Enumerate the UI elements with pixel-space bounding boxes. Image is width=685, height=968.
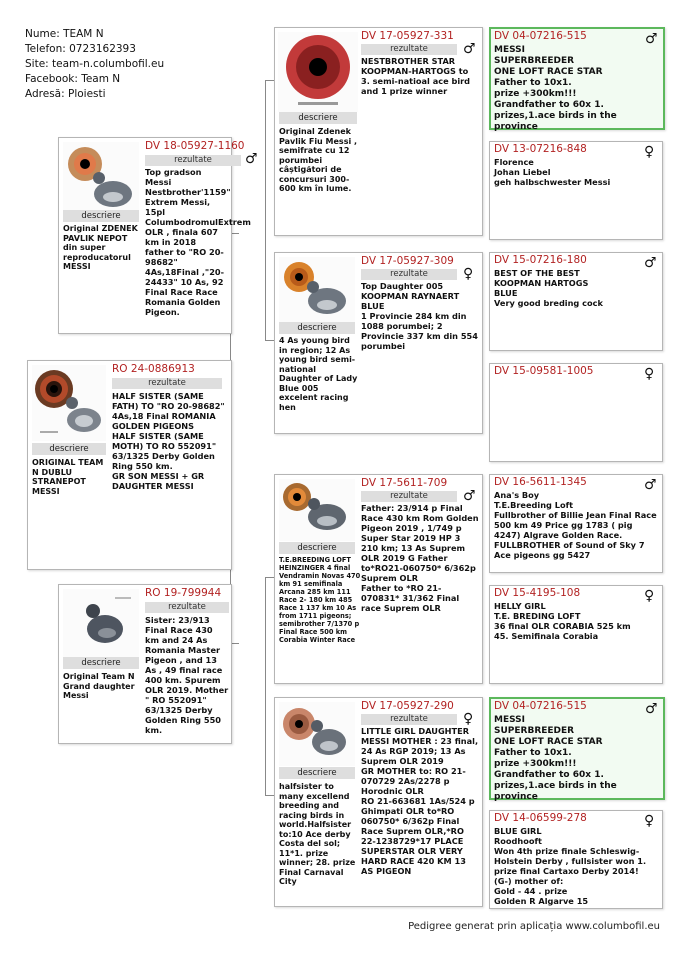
ancestor-card-8[interactable]	[489, 810, 663, 909]
rezultate-button[interactable]: rezultate	[361, 714, 457, 725]
descriere-button[interactable]: descriere	[63, 210, 139, 222]
pigeon-photo	[279, 479, 355, 541]
ancestor-card-6[interactable]	[489, 585, 663, 684]
mother-card[interactable]	[58, 584, 232, 744]
subject-description: ORIGINAL TEAM N DUBLU STRANEPOT MESSI	[32, 458, 104, 496]
mf-ring: DV 17-5611-709	[361, 477, 448, 489]
female-icon: ♀	[463, 711, 474, 727]
male-icon: ♂	[245, 151, 258, 167]
descriere-button[interactable]: descriere	[32, 443, 106, 455]
g8-info: BLUE GIRL Roodhooft Won 4th prize finale Schleswig-Holstein Derby , fullsister won 1. prize final Cartaxo Derby 2014! (G-) mother of: Gold - 44 . prize Golden R Algarve 15	[494, 826, 647, 906]
owner-info	[25, 27, 164, 102]
rezultate-button[interactable]: rezultate	[361, 491, 457, 502]
g6-info: HELLY GIRL T.E. BREDING LOFT 36 final OLR CORABIA 525 km 45. Semifinala Corabia	[494, 601, 631, 641]
female-icon: ♀	[644, 144, 655, 160]
g6-ring: DV 15-4195-108	[494, 587, 581, 599]
g7-ring: DV 04-07216-515	[494, 700, 587, 712]
rezultate-button[interactable]: rezultate	[145, 155, 241, 166]
g5-ring: DV 16-5611-1345	[494, 476, 587, 488]
fm-ring: DV 17-05927-309	[361, 255, 454, 267]
female-icon: ♀	[644, 813, 655, 829]
grandsire-paternal-card[interactable]	[274, 27, 483, 236]
mother-info: Sister: 23/913 Final Race 430 km and 24 As Romania Master Pigeon , and 13 As , 49 final race 400 km. Spurem OLR 2019. Mother " RO 552091" 63/1325 Derby Golden Ring 550 km.	[145, 615, 229, 735]
granddam-paternal-card[interactable]	[274, 252, 483, 434]
male-icon: ♂	[645, 31, 658, 47]
g7-info: MESSI SUPERBREEDER ONE LOFT RACE STAR Father to 10x1. prize +300km!!! Grandfather to 60x 1. prizes,1.ace birds in the province	[494, 715, 617, 802]
female-icon: ♀	[463, 266, 474, 282]
ancestor-card-4[interactable]	[489, 363, 663, 462]
owner-address: Adresă: Ploiesti	[25, 88, 106, 100]
rezultate-button[interactable]: rezultate	[361, 269, 457, 280]
connector-line	[265, 80, 266, 340]
connector-line	[265, 577, 266, 795]
rezultate-button[interactable]: rezultate	[361, 44, 457, 55]
g8-ring: DV 14-06599-278	[494, 812, 587, 824]
female-icon: ♀	[644, 366, 655, 382]
connector-line	[265, 80, 274, 81]
descriere-button[interactable]: descriere	[279, 322, 355, 334]
rezultate-button[interactable]: rezultate	[145, 602, 229, 613]
mm-info: LITTLE GIRL DAUGHTER MESSI MOTHER : 23 final, 24 As RGP 2019; 13 As Suprem OLR 2019 GR MOTHER to: RO 21-070729 2As/2278 p Horodnic OLR RO 21-663681 1As/524 p Ghimpati OLR to*RO 060750* 6/362p Final Race Suprem OLR,*RO 22-1238729*17 PLACE SUPERSTAR OLR VERY HARD RACE 420 KM 13 AS PIGEON	[361, 726, 479, 876]
g3-info: BEST OF THE BEST KOOPMAN HARTOGS BLUE Very good breding cock	[494, 268, 603, 308]
mm-description: halfsister to many excellend breeding and racing birds in world.Halfsister to:10 Ace derby Costa del sol; 11*1. prize winner; 28. prize Final Carnaval City	[279, 782, 356, 886]
pigeon-photo	[278, 32, 358, 112]
mother-ring: RO 19-799944	[145, 587, 222, 599]
father-description: Original ZDENEK PAVLIK NEPOT din super reproducatorul MESSI	[63, 224, 138, 271]
mm-ring: DV 17-05927-290	[361, 700, 454, 712]
g4-ring: DV 15-09581-1005	[494, 365, 594, 377]
fm-info: Top Daughter 005 KOOPMAN RAYNAERT BLUE 1 Provincie 284 km din 1088 porumbei; 2 Provincie 337 km din 554 porumbei	[361, 281, 478, 351]
mf-description: T.E.BREEDING LOFT HEINZINGER 4 final Vendramin Novas 470 km 91 semifinala Arcana 285 km 111 Race 2- 180 km 485 Race 1 137 km 10 As from 1711 pigeons; semibrother 7/1370 p Final Race 500 km Corabia Winter Race	[279, 556, 361, 644]
ancestor-card-2[interactable]	[489, 141, 663, 240]
subject-info: HALF SISTER (SAME FATH) TO "RO 20-98682" 4As,18 Final ROMANIA GOLDEN PIGEONS HALF SISTER (SAME MOTH) TO RO 552091" 63/1325 Derby Golden Ring 550 km. GR SON MESSI + GR DAUGHTER MESSI	[112, 391, 225, 491]
g4-info	[494, 379, 658, 457]
grandsire-maternal-card[interactable]	[274, 474, 483, 684]
male-icon: ♂	[645, 701, 658, 717]
g5-info: Ana's Boy T.E.Breeding Loft Fullbrother of Billie Jean Final Race 500 km 49 Price gg 1783 ( pig 4247) Algrave Golden Race. FULLBROTHER of Sound of Sky 7 Ace pigeons gg 5427	[494, 490, 657, 560]
pigeon-photo	[32, 365, 106, 441]
father-ring: DV 18-05927-1160	[145, 140, 245, 152]
g2-info: Florence Johan Liebel geh halbschwester Messi	[494, 157, 611, 187]
male-icon: ♂	[463, 41, 476, 57]
ff-info: NESTBROTHER STAR KOOPMAN-HARTOGS to 3. semi-natioal ace bird and 1 prize winner	[361, 56, 471, 96]
descriere-button[interactable]: descriere	[63, 657, 139, 669]
rezultate-button[interactable]: rezultate	[112, 378, 222, 389]
connector-line	[265, 795, 274, 796]
owner-site[interactable]: Site: team-n.columbofil.eu	[25, 58, 165, 70]
owner-name: Nume: TEAM N	[25, 28, 104, 40]
granddam-maternal-card[interactable]	[274, 697, 483, 907]
subject-card[interactable]	[27, 360, 232, 570]
connector-line	[265, 577, 274, 578]
female-icon: ♀	[644, 588, 655, 604]
mf-info: Father: 23/914 p Final Race 430 km Rom Golden Pigeon 2019 , 1/749 p Super Star 2019 HP 3 210 km; 13 As Suprem OLR 2019 G Father to*RO21-060750* 6/362p Suprem OLR Father to *RO 21-070831* 31/362 Final race Suprem OLR	[361, 503, 479, 613]
male-icon: ♂	[463, 488, 476, 504]
g1-ring: DV 04-07216-515	[494, 30, 587, 42]
descriere-button[interactable]: descriere	[279, 767, 355, 779]
footer-credit: Pedigree generat prin aplicația www.columbofil.eu	[408, 921, 660, 932]
fm-description: 4 As young bird in region; 12 As young bird semi-national Daughter of Lady Blue 005 excelent racing hen	[279, 336, 358, 412]
pigeon-photo	[279, 702, 355, 766]
ff-description: Original Zdenek Pavlik Fiu Messi , semifrate cu 12 porumbei câștigători de concursuri 300-600 km în lume.	[279, 127, 358, 193]
pigeon-photo	[279, 257, 355, 323]
connector-line	[265, 340, 274, 341]
pigeon-photo	[63, 589, 139, 659]
male-icon: ♂	[644, 255, 657, 271]
owner-facebook[interactable]: Facebook: Team N	[25, 73, 121, 85]
descriere-button[interactable]: descriere	[279, 542, 355, 554]
ancestor-card-7[interactable]	[489, 697, 665, 800]
father-info: Top gradson Messi Nestbrother'1159" Extrem Messi, 15pl ColumbodromulExtrem OLR , finala 607 km in 2018 father to "RO 20-98682" 4As,18Final ,"20-24433" 10 As, 92 Final Race Race Romania Golden Pigeon.	[145, 167, 251, 317]
g1-info: MESSI SUPERBREEDER ONE LOFT RACE STAR Father to 10x1. prize +300km!!! Grandfather to 60x 1. prizes,1.ace birds in the province	[494, 45, 617, 132]
male-icon: ♂	[644, 477, 657, 493]
g3-ring: DV 15-07216-180	[494, 254, 587, 266]
father-card[interactable]	[58, 137, 258, 334]
descriere-button[interactable]: descriere	[279, 112, 357, 124]
ancestor-card-5[interactable]	[489, 474, 663, 573]
ancestor-card-3[interactable]	[489, 252, 663, 351]
subject-ring: RO 24-0886913	[112, 363, 195, 375]
ancestor-card-1[interactable]	[489, 27, 665, 130]
owner-phone: Telefon: 0723162393	[25, 43, 136, 55]
pigeon-photo	[63, 142, 139, 220]
g2-ring: DV 13-07216-848	[494, 143, 587, 155]
ff-ring: DV 17-05927-331	[361, 30, 454, 42]
mother-description: Original Team N Grand daughter Messi	[63, 672, 135, 700]
